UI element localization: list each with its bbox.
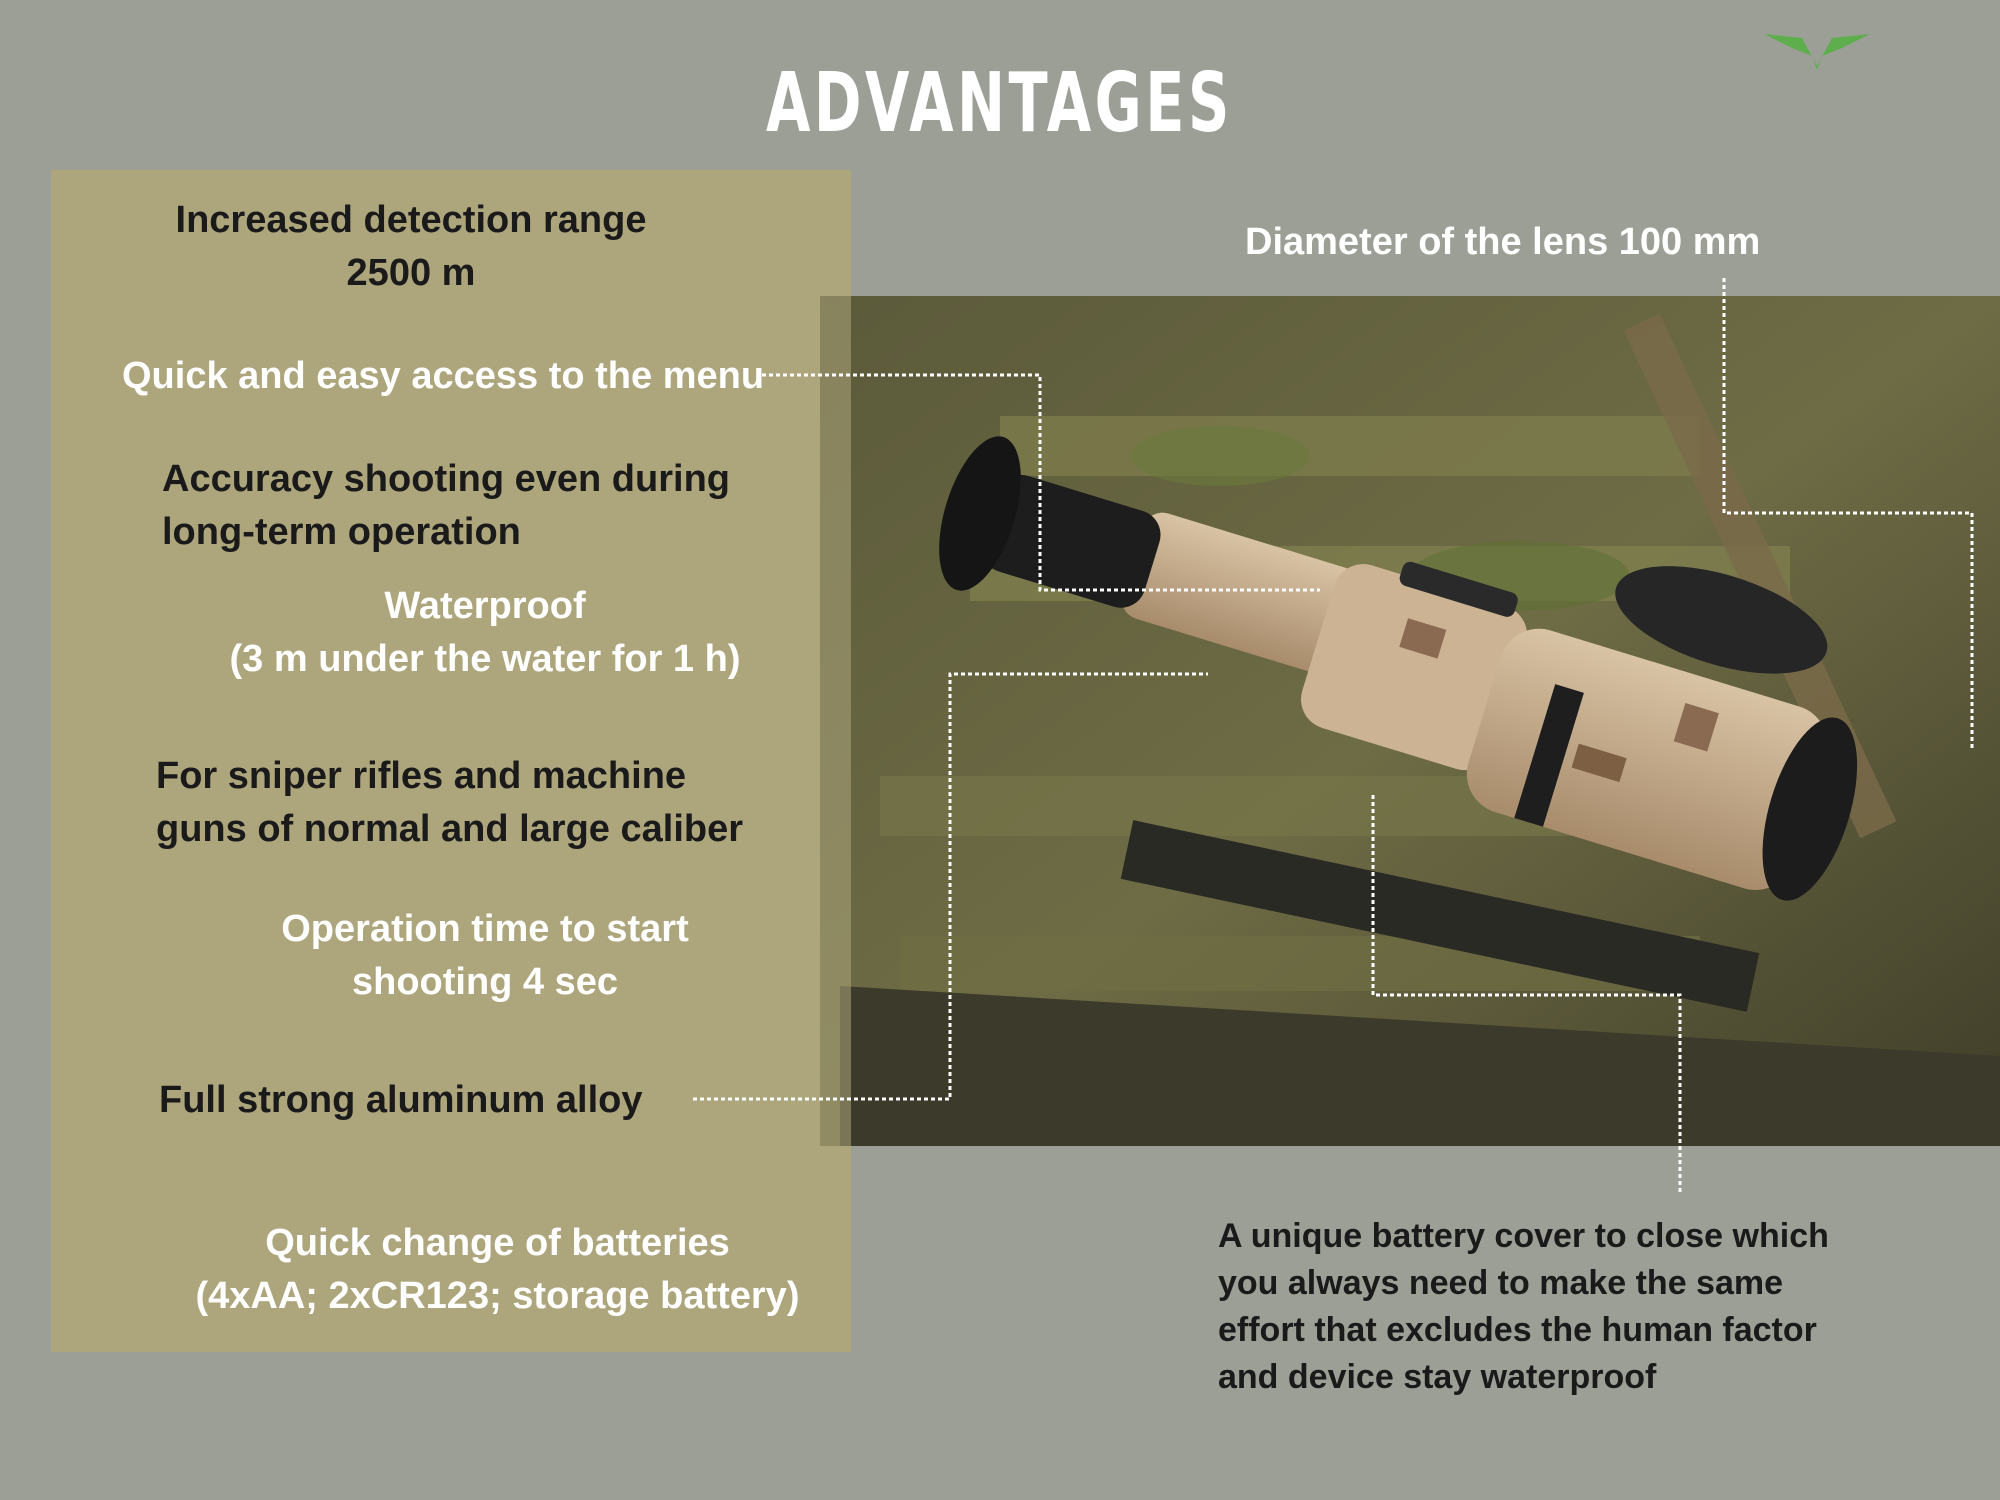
feature-detection-range: Increased detection range 2500 m [175, 199, 647, 294]
feature-rifles: For sniper rifles and machine guns of normal and large caliber [156, 755, 744, 850]
feature-menu-access: Quick and easy access to the menu [122, 355, 765, 397]
feature-batteries: Quick change of batteries (4xAA; 2xCR123; storage battery) [195, 1222, 800, 1317]
panel-photo-overlap [820, 296, 851, 1146]
feature-accuracy: Accuracy shooting even during long-term operation [162, 458, 730, 553]
feature-startup: Operation time to start shooting 4 sec [281, 908, 689, 1003]
feature-alloy: Full strong aluminum alloy [159, 1079, 643, 1121]
lens-diameter-label: Diameter of the lens 100 mm [1245, 221, 1761, 263]
feature-waterproof: Waterproof (3 m under the water for 1 h) [229, 585, 741, 680]
thermal-scope-photo [820, 296, 2000, 1146]
page-title: ADVANTAGES [765, 56, 1233, 151]
green-wings-logo-icon [1762, 30, 1872, 70]
battery-cover-note: A unique battery cover to close which you always need to make the same effort that excludes the human factor and device stay waterproof [1218, 1217, 1829, 1396]
